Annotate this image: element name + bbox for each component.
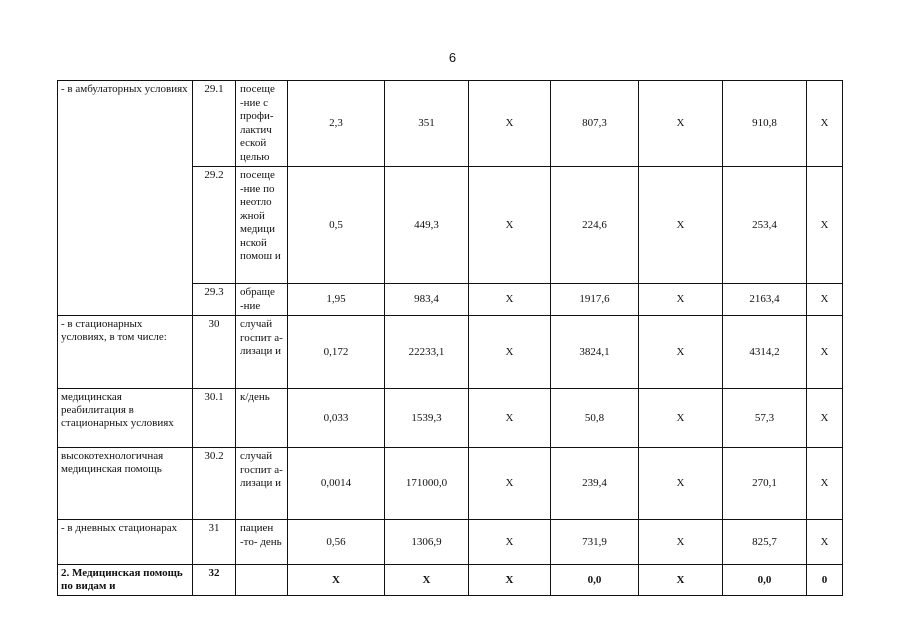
value-cell: X [469, 316, 551, 389]
value-cell: X [639, 520, 723, 565]
value-cell: 50,8 [551, 389, 639, 448]
value-cell: X [469, 565, 551, 596]
row-name-cell: - в дневных стационарах [58, 520, 193, 565]
table-row [58, 316, 843, 389]
value-cell: 1306,9 [385, 520, 469, 565]
value-cell: X [639, 167, 723, 284]
value-cell: 57,3 [723, 389, 807, 448]
row-unit-cell: посеще -ние с профи- лактич еской целью [236, 81, 288, 167]
value-cell: X [807, 448, 843, 520]
value-cell: 2163,4 [723, 284, 807, 316]
row-code-cell: 29.2 [193, 167, 236, 284]
value-cell: X [469, 448, 551, 520]
value-cell: X [807, 167, 843, 284]
value-cell: 171000,0 [385, 448, 469, 520]
value-cell: X [639, 316, 723, 389]
value-cell: X [807, 316, 843, 389]
value-cell: 1,95 [288, 284, 385, 316]
value-cell: X [469, 167, 551, 284]
row-name-cell: - в амбулаторных условиях [58, 81, 193, 316]
row-code-cell: 30.2 [193, 448, 236, 520]
table-row [58, 448, 843, 520]
value-cell: 1539,3 [385, 389, 469, 448]
value-cell: X [639, 389, 723, 448]
row-unit-cell: случай госпит а- лизаци и [236, 316, 288, 389]
row-name-cell: медицинская реабилитация в стационарных условиях [58, 389, 193, 448]
value-cell: 0 [807, 565, 843, 596]
row-unit-cell [236, 565, 288, 596]
table-row [58, 389, 843, 448]
value-cell: 351 [385, 81, 469, 167]
row-unit-cell: обраще -ние [236, 284, 288, 316]
value-cell: 22233,1 [385, 316, 469, 389]
value-cell: X [639, 284, 723, 316]
value-cell: X [469, 389, 551, 448]
value-cell: X [807, 389, 843, 448]
row-unit-cell: случай госпит а- лизаци и [236, 448, 288, 520]
value-cell: 253,4 [723, 167, 807, 284]
row-code-cell: 29.3 [193, 284, 236, 316]
table-row [58, 565, 843, 596]
row-code-cell: 30.1 [193, 389, 236, 448]
value-cell: X [807, 520, 843, 565]
value-cell: 0,033 [288, 389, 385, 448]
value-cell: 449,3 [385, 167, 469, 284]
value-cell: 0,56 [288, 520, 385, 565]
row-name-cell: 2. Медицинская помощь по видам и [58, 565, 193, 596]
value-cell: X [469, 520, 551, 565]
value-cell: X [639, 448, 723, 520]
value-cell: X [639, 81, 723, 167]
row-code-cell: 31 [193, 520, 236, 565]
row-code-cell: 29.1 [193, 81, 236, 167]
value-cell: 270,1 [723, 448, 807, 520]
value-cell: 731,9 [551, 520, 639, 565]
value-cell: 224,6 [551, 167, 639, 284]
value-cell: X [807, 81, 843, 167]
value-cell: 3824,1 [551, 316, 639, 389]
value-cell: 1917,6 [551, 284, 639, 316]
value-cell: 0,5 [288, 167, 385, 284]
value-cell: 0,0 [551, 565, 639, 596]
value-cell: 0,172 [288, 316, 385, 389]
value-cell: X [469, 81, 551, 167]
value-cell: X [469, 284, 551, 316]
value-cell: X [639, 565, 723, 596]
row-code-cell: 32 [193, 565, 236, 596]
page-number: 6 [448, 50, 457, 65]
value-cell: 807,3 [551, 81, 639, 167]
row-unit-cell: к/день [236, 389, 288, 448]
data-table [57, 80, 843, 596]
value-cell: X [288, 565, 385, 596]
row-unit-cell: пациен -то- день [236, 520, 288, 565]
value-cell: 4314,2 [723, 316, 807, 389]
value-cell: 0,0 [723, 565, 807, 596]
row-code-cell: 30 [193, 316, 236, 389]
value-cell: 825,7 [723, 520, 807, 565]
value-cell: 2,3 [288, 81, 385, 167]
value-cell: 0,0014 [288, 448, 385, 520]
row-name-cell: высокотехнологичная медицинская помощь [58, 448, 193, 520]
value-cell: 983,4 [385, 284, 469, 316]
table-row [58, 520, 843, 565]
row-name-cell: - в стационарных условиях, в том числе: [58, 316, 193, 389]
value-cell: X [807, 284, 843, 316]
row-unit-cell: посеще -ние по неотло жной медици нской помош и [236, 167, 288, 284]
table-row [58, 81, 843, 167]
value-cell: 239,4 [551, 448, 639, 520]
value-cell: X [385, 565, 469, 596]
value-cell: 910,8 [723, 81, 807, 167]
